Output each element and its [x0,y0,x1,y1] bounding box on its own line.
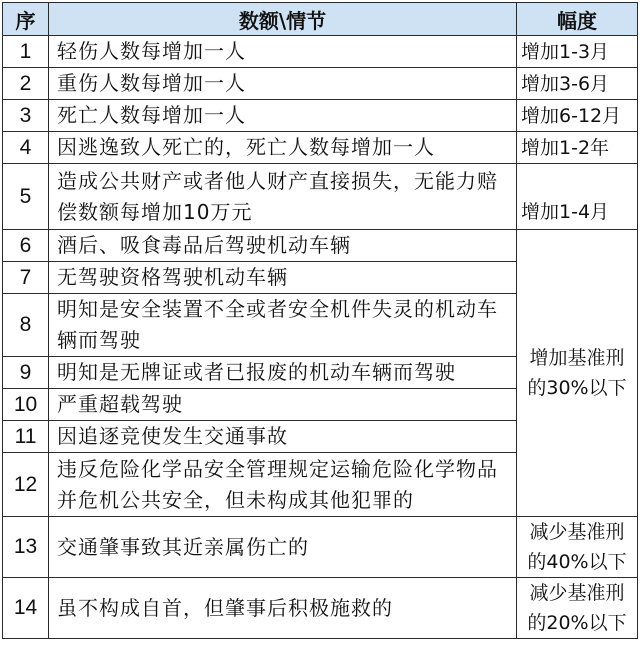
row-description: 交通肇事致其近亲属伤亡的 [49,517,517,578]
row-range: 增加6-12月 [517,100,638,132]
header-seq: 序 [3,3,49,36]
table-row [3,36,638,68]
header-desc: 数额\情节 [49,3,517,36]
row-description: 明知是安全装置不全或者安全机件失灵的机动车辆而驾驶 [49,294,517,357]
row-description: 因追逐竞使发生交通事故 [49,421,517,453]
row-description: 违反危险化学品安全管理规定运输危险化学物品并危机公共安全，但未构成其他犯罪的 [49,453,517,517]
header-range: 幅度 [517,3,638,36]
row-range: 减少基准刑的40%以下 [517,517,638,578]
row-number: 8 [3,294,49,357]
table-row [3,517,638,578]
row-number: 12 [3,453,49,517]
row-number: 7 [3,262,49,294]
row-number: 9 [3,357,49,389]
table-header-row [3,3,638,36]
row-number: 4 [3,132,49,164]
row-number: 14 [3,578,49,639]
row-number: 6 [3,230,49,262]
merged-range: 增加基准刑的30%以下 [517,230,638,517]
row-description: 酒后、吸食毒品后驾驶机动车辆 [49,230,517,262]
row-description: 轻伤人数每增加一人 [49,36,517,68]
row-number: 10 [3,389,49,421]
row-number: 2 [3,68,49,100]
row-number: 1 [3,36,49,68]
row-range: 增加1-4月 [517,164,638,230]
row-description: 造成公共财产或者他人财产直接损失，无能力赔偿数额每增加10万元 [49,164,517,230]
row-range: 增加1-3月 [517,36,638,68]
table-row [3,164,638,230]
row-range: 增加3-6月 [517,68,638,100]
row-description: 严重超载驾驶 [49,389,517,421]
table-row [3,578,638,639]
row-description: 无驾驶资格驾驶机动车辆 [49,262,517,294]
row-description: 因逃逸致人死亡的，死亡人数每增加一人 [49,132,517,164]
table-row [3,132,638,164]
row-description: 重伤人数每增加一人 [49,68,517,100]
row-description: 明知是无牌证或者已报废的机动车辆而驾驶 [49,357,517,389]
row-range: 增加1-2年 [517,132,638,164]
sentencing-table [2,2,638,639]
row-range: 减少基准刑的20%以下 [517,578,638,639]
table-row [3,100,638,132]
row-description: 虽不构成自首，但肇事后积极施救的 [49,578,517,639]
table-row [3,230,638,262]
row-number: 13 [3,517,49,578]
row-description: 死亡人数每增加一人 [49,100,517,132]
table-row [3,68,638,100]
row-number: 5 [3,164,49,230]
row-number: 11 [3,421,49,453]
row-number: 3 [3,100,49,132]
